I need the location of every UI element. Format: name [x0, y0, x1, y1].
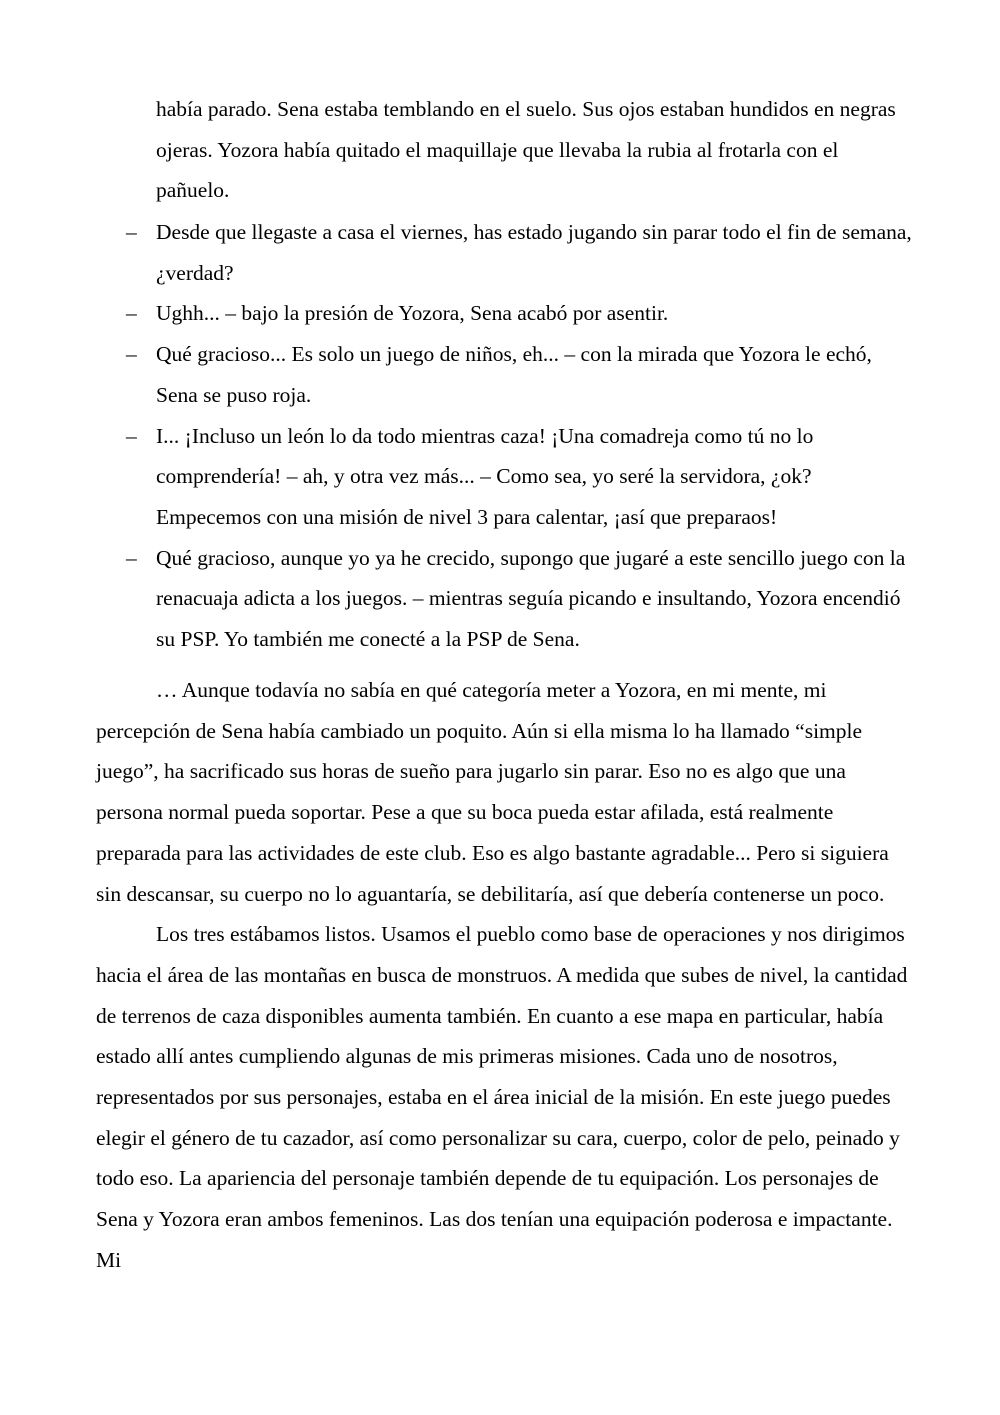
dialogue-list — [96, 212, 916, 660]
dialogue-text: Qué gracioso, aunque yo ya he crecido, supongo que jugaré a este sencillo juego con la renacuaja adicta a los juegos. – mientras seguía picando e insultando, Yozora encendió su PSP. Yo también me conecté a la PSP de Sena. — [156, 545, 906, 652]
dialogue-dash: – — [126, 342, 137, 367]
dialogue-line — [96, 212, 916, 293]
narrative-paragraph: … Aunque todavía no sabía en qué categoría meter a Yozora, en mi mente, mi percepción de Sena había cambiado un poquito. Aún si ella misma lo ha llamado “simple juego”, ha sacrificado sus horas de sueño para jugarlo sin parar. Eso no es algo que una persona normal pueda soportar. Pese a que su boca pueda estar afilada, está realmente preparada para las actividades de este club. Eso es algo bastante agradable... Pero si siguiera sin descansar, su cuerpo no lo aguantaría, se debilitaría, así que debería contenerse un poco. — [96, 678, 889, 906]
narrative-paragraph: Los tres estábamos listos. Usamos el pueblo como base de operaciones y nos dirigimos hacia el área de las montañas en busca de monstruos. A medida que subes de nivel, la cantidad de terrenos de caza disponibles aumenta también. En cuanto a ese mapa en particular, había estado allí antes cumpliendo algunas de mis primeras misiones. Cada uno de nosotros, representados por sus personajes, estaba en el área inicial de la misión. En este juego puedes elegir el género de tu cazador, así como personalizar su cara, cuerpo, color de pelo, peinado y todo eso. La apariencia del personaje también depende de tu equipación. Los personajes de Sena y Yozora eran ambos femeninos. Las dos tenían una equipación poderosa e impactante. Mi — [96, 922, 908, 1272]
narrative-body — [96, 670, 916, 1281]
dialogue-text: I... ¡Incluso un león lo da todo mientras caza! ¡Una comadreja como tú no lo comprendería! – ah, y otra vez más... – Como sea, yo seré la servidora, ¿ok? Empecemos con una misión de nivel 3 para calentar, ¡así que preparaos! — [156, 423, 814, 529]
dialogue-text: Ughh... – bajo la presión de Yozora, Sena acabó por asentir. — [156, 301, 669, 326]
dialogue-line — [96, 334, 916, 415]
continued-paragraph: había parado. Sena estaba temblando en el suelo. Sus ojos estaban hundidos en negras ojeras. Yozora había quitado el maquillaje que llevaba la rubia al frotarla con el pañuelo. — [156, 97, 896, 203]
dialogue-text: Desde que llegaste a casa el viernes, has estado jugando sin parar todo el fin de semana, ¿verdad? — [156, 220, 912, 285]
dialogue-dash: – — [126, 545, 137, 570]
dialogue-line — [96, 538, 916, 660]
dialogue-text: Qué gracioso... Es solo un juego de niños, eh... – con la mirada que Yozora le echó, Sena se puso roja. — [156, 342, 872, 407]
dialogue-line — [96, 416, 916, 538]
dialogue-dash: – — [126, 301, 137, 326]
dialogue-dash: – — [126, 220, 137, 244]
dialogue-dash: – — [126, 423, 137, 448]
dialogue-line — [96, 293, 916, 334]
